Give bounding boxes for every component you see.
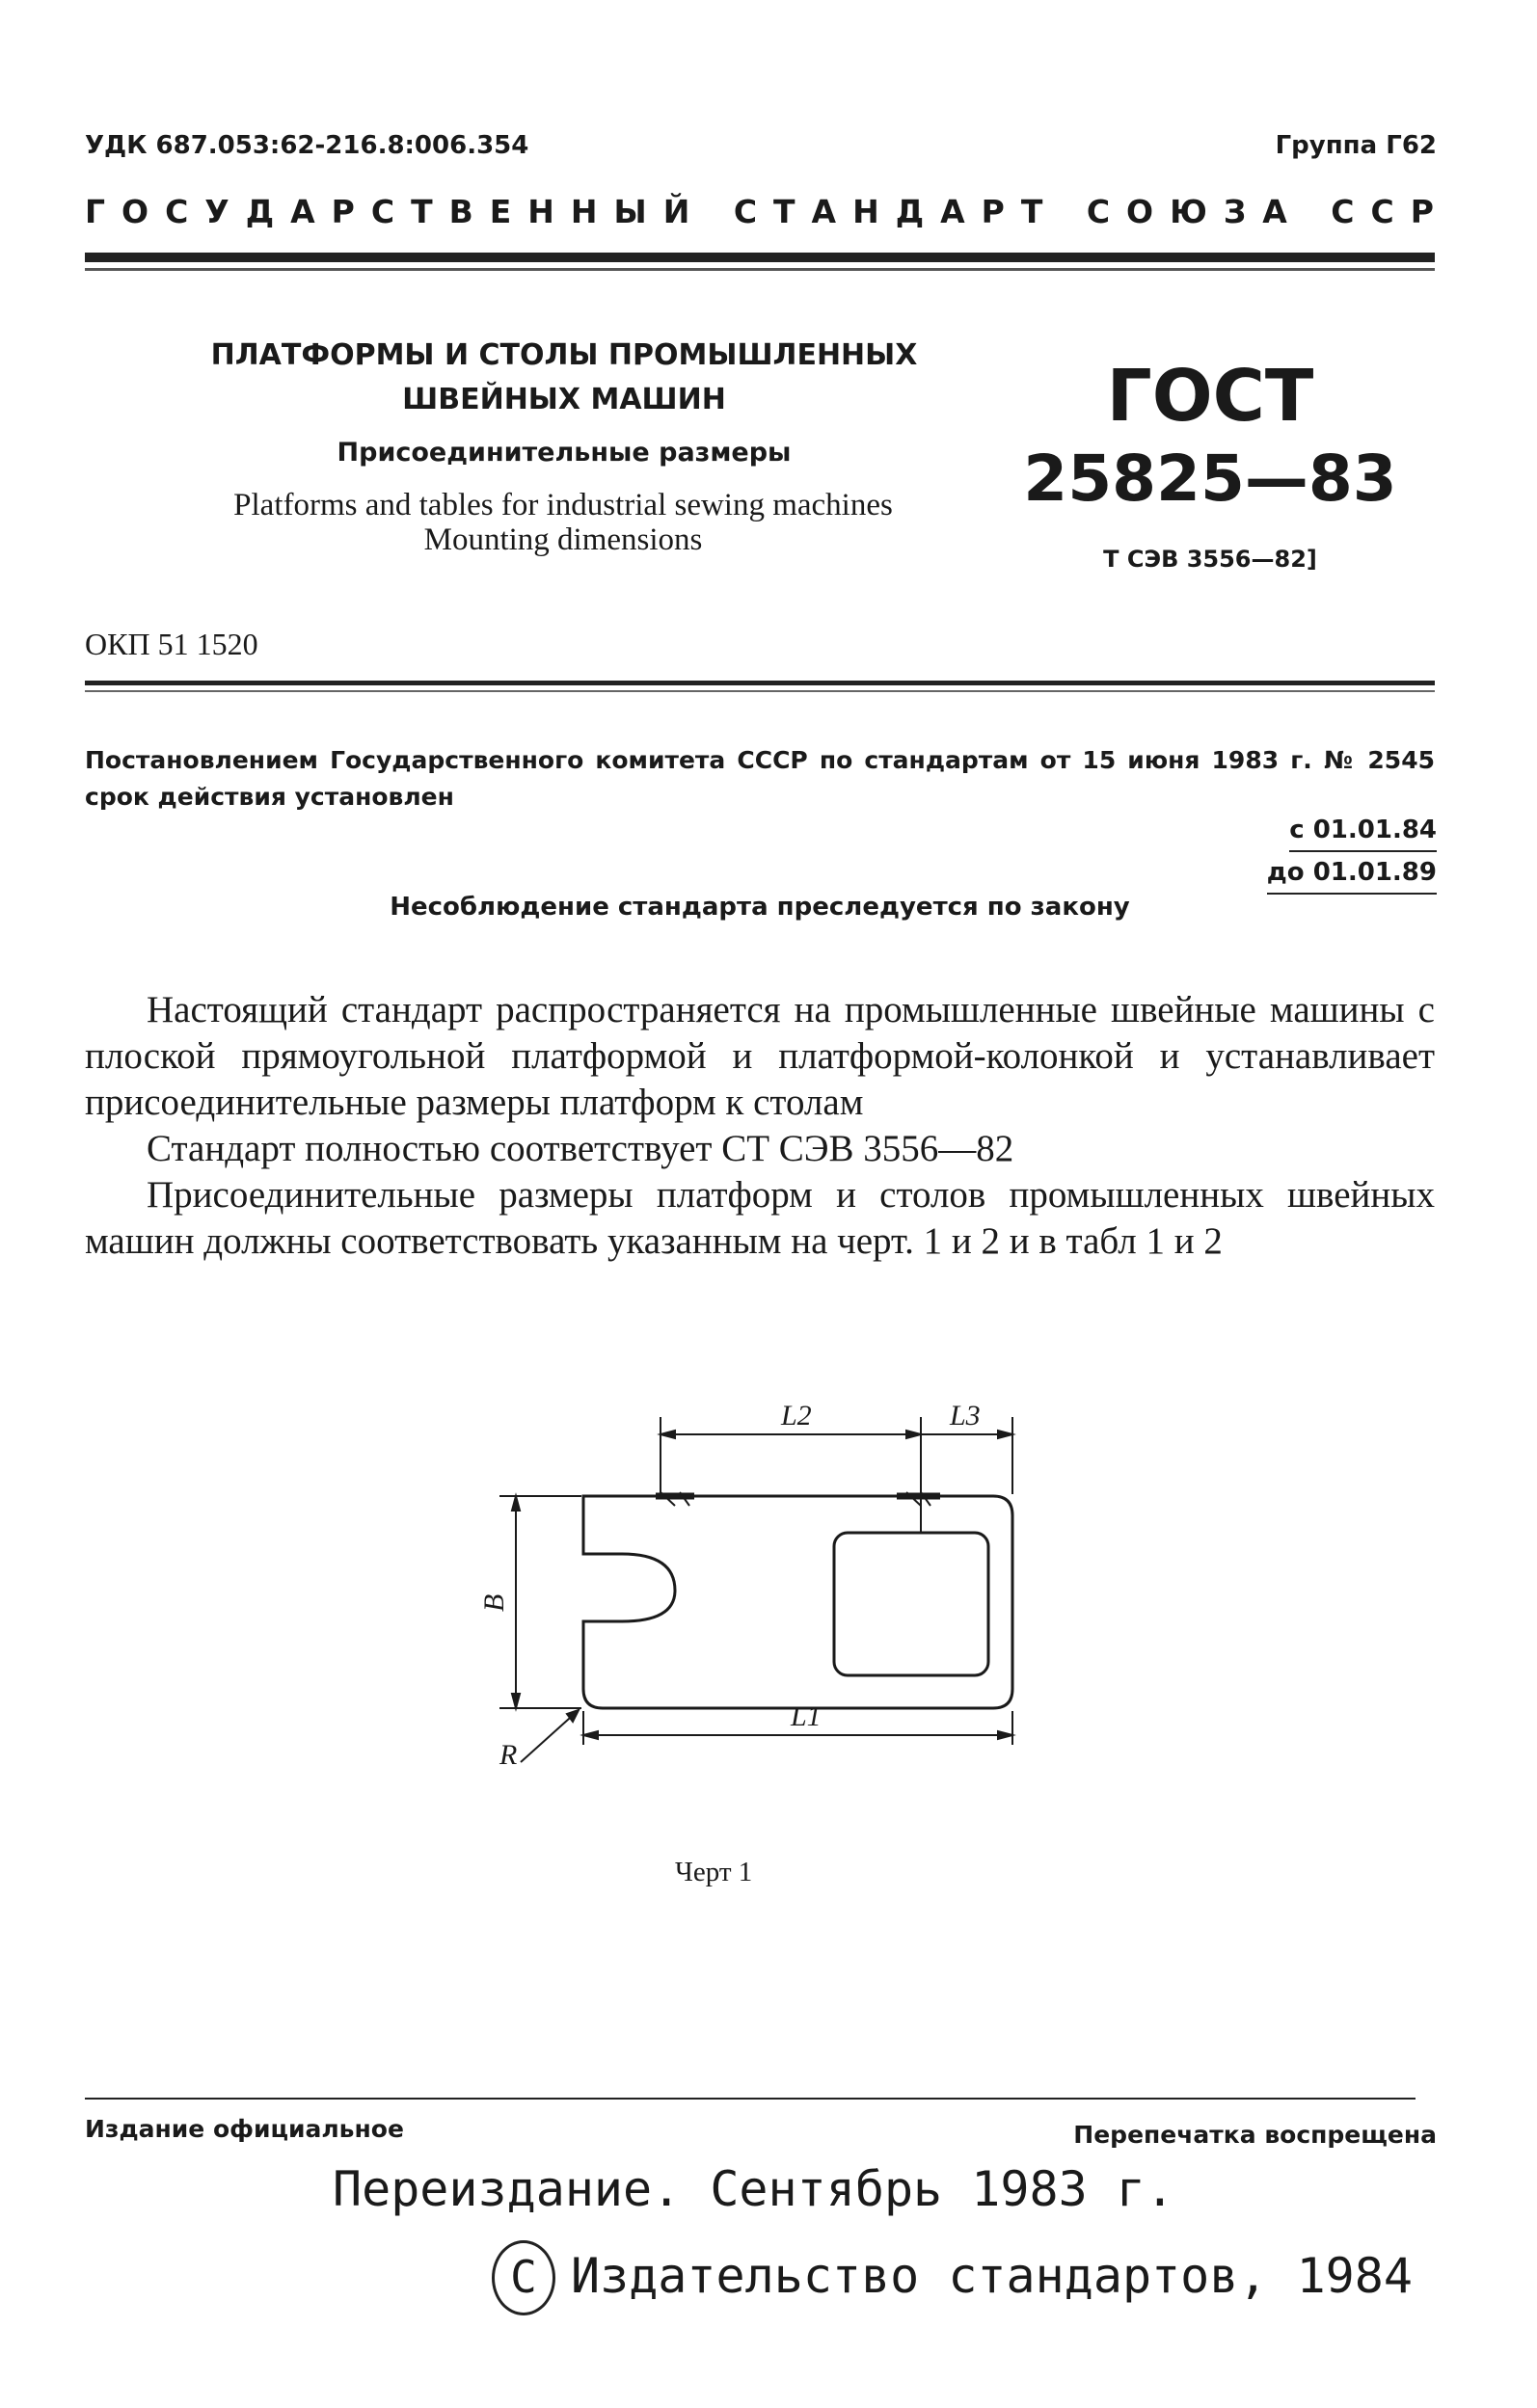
compliance-notice: Несоблюдение стандарта преследуется по закону [390,893,1130,922]
publisher-stamp [492,2240,1413,2315]
gost-number: 25825—83 [1023,441,1397,516]
okp-code: ОКП 51 1520 [85,627,258,661]
title-line-2: ШВЕЙНЫХ МАШИН [402,383,726,416]
drawing-platform [478,1398,1061,1783]
decree-text: Постановлением Государственного комитета СССР по стандартам от 15 июня 1983 г. № 2545 срок действия установлен [85,746,1435,811]
official-edition: Издание официальное [85,2115,404,2143]
paragraph-sev: Стандарт полностью соответствует СТ СЭВ 3556—82 [147,1128,1014,1169]
footer-rule [85,2098,1416,2100]
platform-opening [834,1533,988,1675]
udk-code: УДК 687.053:62-216.8:006.354 [85,131,529,160]
title-en-line-2: Mounting dimensions [423,522,703,557]
copyright-icon: С [492,2240,555,2315]
date-to: до 01.01.89 [1267,852,1437,895]
paragraph-dimensions: Присоединительные размеры платформ и столов промышленных швейных машин должны соответствовать указанным на черт. 1 и 2 и в табл 1 и 2 [85,1174,1435,1262]
date-from: с 01.01.84 [1289,810,1437,852]
figure-caption: Черт 1 [675,1857,753,1887]
header-rule-thin [85,268,1435,271]
publisher-name: Издательство стандартов, 1984 [571,2248,1413,2304]
document-title-ru [164,334,964,422]
reprint-forbidden: Перепечатка воспрещена [1073,2121,1437,2149]
title-en-line-1: Platforms and tables for industrial sewing machines [233,488,893,522]
title-line-1: ПЛАТФОРМЫ И СТОЛЫ ПРОМЫШЛЕННЫХ [210,338,918,372]
label-l3: L3 [950,1400,981,1431]
reissue-stamp: Переиздание. Сентябрь 1983 г. [333,2161,1174,2217]
paragraph-scope: Настоящий стандарт распространяется на промышленные швейные машины с плоской прямоугольной платформой и платформой-колонкой и устанавливает присоединительные размеры платформ к столам [85,989,1435,1123]
label-l2: L2 [781,1400,812,1431]
group-code: Группа Г62 [1275,131,1437,160]
header-rule-thick [85,253,1435,262]
state-standard-heading: ГОСУДАРСТВЕННЫЙ СТАНДАРТ СОЮЗА ССР [85,193,1450,230]
label-b: B [478,1593,510,1612]
section-rule-thin [85,690,1435,692]
body-text [85,987,1435,1265]
sev-reference: Т СЭВ 3556—82] [1103,546,1317,573]
subtitle-ru: Присоединительные размеры [337,438,792,468]
label-l1: L1 [791,1700,822,1732]
validity-dates [1267,810,1437,895]
label-r: R [499,1739,518,1771]
gost-label: ГОСТ [1106,355,1314,438]
document-title-en [81,488,1045,557]
section-rule-thick [85,681,1435,685]
